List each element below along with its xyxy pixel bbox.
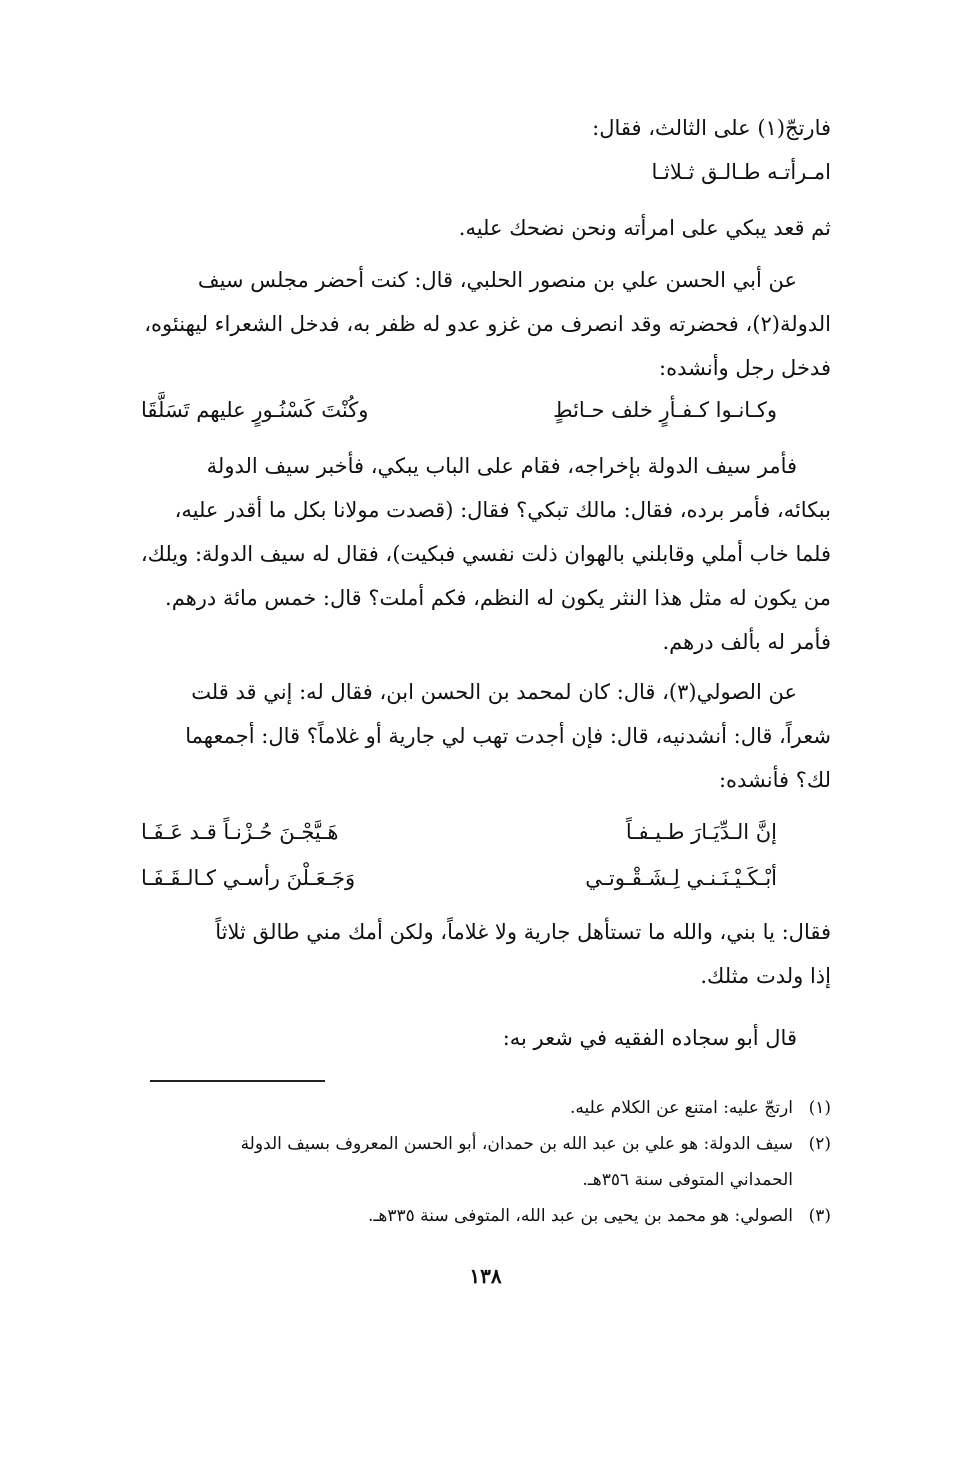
story-4-line-4: فقال: يا بني، والله ما تستأهل جارية ولا غلاماً، ولكن أمك مني طالق ثلاثاً [215, 920, 831, 944]
verse-couplet-2-right: إنَّ الـدِّيَـارَ طـيـفـاً [625, 820, 777, 844]
verse-couplet-1-left: وكُنْتَ كَسْنُـورٍ عليهم تَسَلَّقَا [141, 398, 369, 422]
verse-couplet-2-left: هَـيَّجْـنَ حُـزْنـاً قـد عَـفَـا [141, 820, 339, 844]
story-2 [141, 258, 831, 390]
story-3 [141, 444, 831, 664]
footnote-2-text: سيف الدولة: هو علي بن عبد الله بن حمدان، أبو الحسن المعروف بسيف الدولة [240, 1134, 793, 1154]
story-4-line-2: شعراً، قال: أنشدنيه، قال: فإن أجدت تهب لي جارية أو غلاماً؟ قال: أجمعهما [185, 724, 831, 748]
story-2-line-2: الدولة(٢)، فحضرته وقد انصرف من غزو عدو له ظفر به، فدخل الشعراء ليهنئوه، [144, 312, 831, 336]
footnote-2 [111, 1126, 831, 1162]
footnote-3-number: (٣) [808, 1206, 831, 1226]
story-4-line-5: إذا ولدت مثلك. [700, 964, 831, 988]
story-3-line-5: فأمر له بألف درهم. [662, 630, 831, 654]
footnote-2-number: (٢) [808, 1134, 831, 1154]
footnote-3 [111, 1198, 831, 1234]
story-3-line-2: ببكائه، فأمر برده، فقال: مالك تبكي؟ فقال: (قصدت مولانا بكل ما أقدر عليه، [174, 498, 831, 522]
story-3-line-4: من يكون له مثل هذا النثر يكون له النظم، فكم أملت؟ قال: خمس مائة درهم. [165, 586, 831, 610]
verse-couplet-1 [141, 388, 831, 432]
footnote-separator [150, 1080, 325, 1082]
story-1-line-3: ثم قعد يبكي على امرأته ونحن نضحك عليه. [458, 216, 831, 240]
footnote-1 [111, 1090, 831, 1126]
verse-couplet-3-right: أبْـكَـيْـنَـنـي لِـشَـقْـوتـي [585, 866, 777, 890]
story-5-line-1: قال أبو سجاده الفقيه في شعر به: [502, 1026, 797, 1050]
verse-single [141, 150, 831, 194]
story-4-line-1: عن الصولي(٣)، قال: كان لمحمد بن الحسن ابن، فقال له: إني قد قلت [191, 680, 797, 704]
footnote-2-continuation: الحمداني المتوفى سنة ٣٥٦هـ. [582, 1170, 793, 1190]
story-2-line-1: عن أبي الحسن علي بن منصور الحلبي، قال: كنت أحضر مجلس سيف [197, 268, 797, 292]
story-5 [141, 1016, 831, 1060]
footnote-1-number: (١) [808, 1098, 831, 1118]
footnotes [111, 1090, 831, 1234]
story-2-line-3: فدخل رجل وأنشده: [659, 356, 831, 380]
verse-couplet-1-right: وكـانـوا كـفـأرٍ خلف حـائطٍ [553, 398, 777, 422]
footnote-1-text: ارتجّ عليه: امتنع عن الكلام عليه. [569, 1098, 793, 1118]
story-4 [141, 670, 831, 802]
story-3-line-1: فأمر سيف الدولة بإخراجه، فقام على الباب يبكي، فأخبر سيف الدولة [206, 454, 797, 478]
story-3-line-3: فلما خاب أملي وقابلني بالهوان ذلت نفسي فبكيت)، فقال له سيف الدولة: ويلك، [141, 542, 831, 566]
story-1-line-1: فارتجّ(١) على الثالث، فقال: [592, 116, 831, 140]
verse-couplet-3 [141, 856, 831, 900]
verse-couplet-3-left: وَجَـعَـلْنَ رأسـي كـالـقَـفَـا [141, 866, 356, 890]
verse-couplet-2 [141, 810, 831, 854]
footnote-3-text: الصولي: هو محمد بن يحيى بن عبد الله، المتوفى سنة ٣٣٥هـ. [368, 1206, 793, 1226]
story-4-end [141, 910, 831, 998]
story-4-line-3: لك؟ فأنشده: [718, 768, 831, 792]
verse-single-text: امـرأتـه طـالـق ثـلاثـا [651, 160, 831, 184]
page-number: ١٣٨ [469, 1264, 502, 1288]
story-1 [141, 106, 831, 150]
story-1-end [141, 206, 831, 250]
